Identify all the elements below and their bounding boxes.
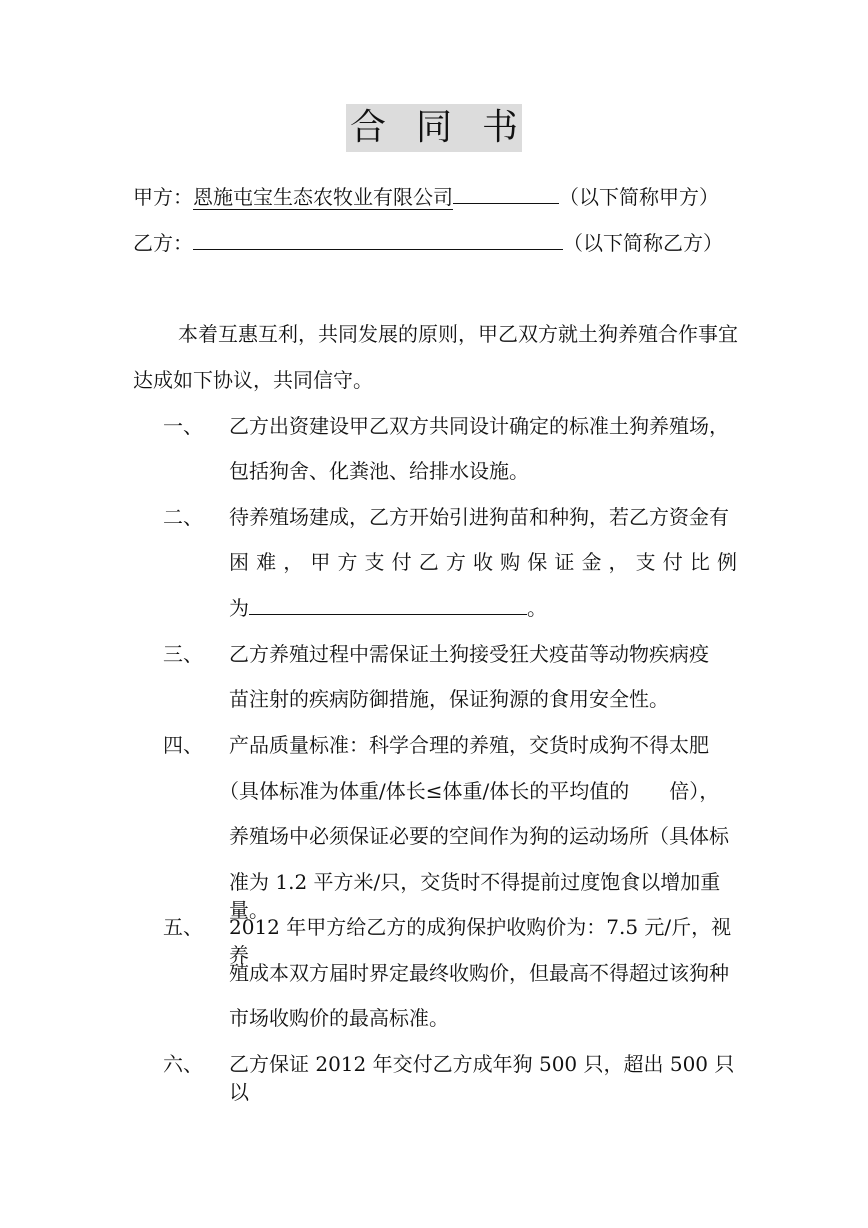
clause-number: 一、 [163, 414, 203, 438]
clause-line: 待养殖场建成，乙方开始引进狗苗和种狗，若乙方资金有 [229, 505, 729, 529]
clause-line: 包括狗舍、化粪池、给排水设施。 [229, 459, 529, 483]
intro-line: 达成如下协议，共同信守。 [133, 368, 373, 392]
title-char: 同 [415, 107, 452, 148]
clause-line: 乙方养殖过程中需保证土狗接受狂犬疫苗等动物疾病疫 [229, 642, 709, 666]
clause-number: 三、 [163, 642, 203, 666]
party-b-label: 乙方： [133, 231, 193, 255]
clause-line: 市场收购价的最高标准。 [229, 1006, 449, 1030]
clause-line: 准为 1.2 平方米/只，交货时不得提前过度饱食以增加重量。 [229, 870, 721, 922]
clause-line: 养殖场中必须保证必要的空间作为狗的运动场所（具体标 [229, 824, 729, 848]
clause-line [229, 594, 737, 622]
clause-line: 殖成本双方届时界定最终收购价，但最高不得超过该狗种 [229, 961, 729, 985]
party-a-name: 恩施屯宝生态农牧业有限公司 [193, 185, 453, 209]
ratio-blank [249, 594, 527, 615]
clause-number: 二、 [163, 505, 203, 529]
title-char: 合 [349, 107, 386, 148]
clause-line: 乙方保证 2012 年交付乙方成年狗 500 只，超出 500 只以 [229, 1052, 735, 1104]
document-title [346, 104, 522, 152]
clause-line: 2012 年甲方给乙方的成狗保护收购价为：7.5 元/斤，视养 [229, 915, 732, 967]
party-a-label: 甲方： [133, 185, 193, 209]
party-b-blank [193, 229, 563, 250]
clause-line: 产品质量标准：科学合理的养殖，交货时成狗不得太肥 [229, 733, 709, 757]
party-a-blank [453, 183, 559, 204]
clause-text: （具体标准为体重/体长≤体重/体长的平均值的 [219, 779, 630, 803]
party-a-suffix: （以下简称甲方） [559, 185, 719, 209]
clause-line: 苗注射的疾病防御措施，保证狗源的食用安全性。 [229, 687, 669, 711]
clause-text: 倍）， [669, 779, 720, 803]
party-a-line [133, 183, 719, 211]
clause-line: 困难，甲方支付乙方收购保证金，支付比例 [229, 550, 737, 574]
clause-text: 。 [527, 596, 547, 620]
clause-number: 四、 [163, 733, 203, 757]
intro-line: 本着互惠互利，共同发展的原则，甲乙双方就土狗养殖合作事宜 [178, 322, 738, 346]
clause-number: 五、 [163, 915, 203, 939]
clause-line: 乙方出资建设甲乙双方共同设计确定的标准土狗养殖场， [229, 414, 729, 438]
clause-text: 为 [229, 596, 249, 620]
title-char: 书 [482, 107, 519, 148]
clause-number: 六、 [163, 1052, 203, 1076]
party-b-suffix: （以下简称乙方） [563, 231, 723, 255]
party-b-line [133, 229, 723, 257]
clause-line [219, 777, 727, 805]
